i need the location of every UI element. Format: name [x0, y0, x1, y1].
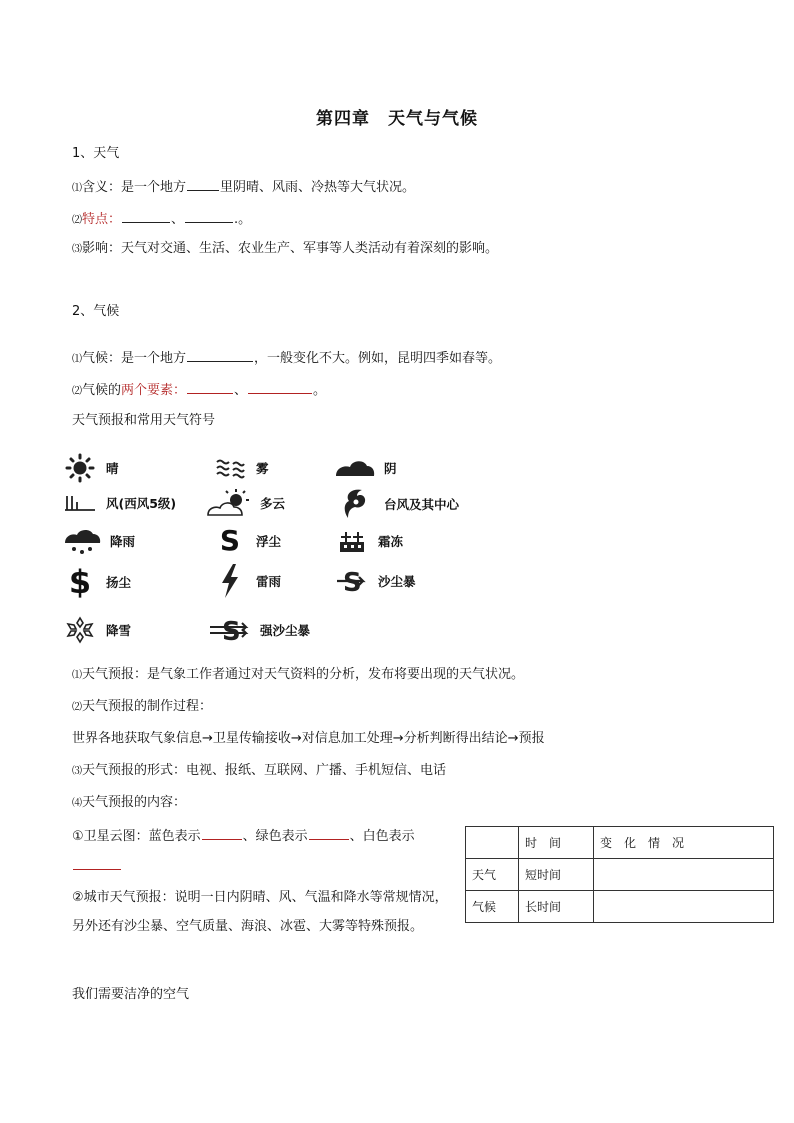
chapter-title: 第四章 天气与气候	[316, 109, 478, 129]
overcast-cloud-icon	[334, 453, 376, 483]
table-header-time: 时 间	[519, 827, 594, 859]
symbol-sunny: 晴	[62, 453, 119, 483]
symbol-cloudy: 多云	[206, 488, 285, 518]
table-row	[466, 891, 774, 923]
sandstorm-icon	[334, 566, 370, 596]
row-time-long: 长时间	[519, 891, 594, 923]
symbol-overcast: 阴	[334, 453, 397, 483]
blank-line	[187, 177, 219, 191]
weather-climate-table	[465, 826, 774, 923]
section-weather-heading: 1、天气	[72, 146, 120, 161]
symbol-frost: 霜冻	[334, 526, 403, 556]
blowing-dust-icon: $	[68, 563, 92, 601]
forecast-process-heading: ⑵天气预报的制作过程：	[72, 699, 213, 714]
symbol-sandstorm: S 沙尘暴	[334, 566, 416, 596]
forecast-heading: 天气预报和常用天气符号	[72, 413, 216, 428]
climate-definition: ⑴气候：是一个地方 ，一般变化不大。例如，昆明四季如春等。	[72, 348, 501, 369]
frost-icon	[334, 526, 370, 556]
forecast-content-heading: ⑷天气预报的内容：	[72, 795, 187, 810]
symbol-blowing-dust: $ 扬尘	[62, 563, 131, 601]
climate-elements: ⑵气候的两个要素： 、 。	[72, 380, 326, 401]
symbol-fog: 雾	[212, 453, 269, 483]
blank-line	[309, 826, 349, 840]
partly-cloudy-icon	[206, 488, 252, 518]
svg-text:S: S	[343, 568, 362, 596]
wind-barb-icon	[62, 488, 98, 518]
row-label-weather: 天气	[466, 859, 519, 891]
weather-definition: ⑴含义：是一个地方 里阴晴、风雨、冷热等大气状况。	[72, 177, 415, 198]
symbol-wind: 风(西风5级)	[62, 488, 176, 518]
lightning-icon	[212, 563, 248, 599]
symbol-floating-dust: S 浮尘	[212, 526, 281, 556]
blank-line	[202, 826, 242, 840]
symbol-rain: 降雨	[62, 526, 135, 556]
svg-text:S: S	[222, 617, 241, 645]
blank-line	[187, 348, 253, 362]
forecast-definition: ⑴天气预报：是气象工作者通过对天气资料的分析，发布将要出现的天气状况。	[72, 667, 525, 682]
table-cell-blank	[594, 859, 774, 891]
symbol-thunderstorm: 雷雨	[212, 563, 281, 599]
snowflake-icon	[62, 615, 98, 645]
table-cell-blank	[594, 891, 774, 923]
symbol-typhoon: 台风及其中心	[334, 487, 459, 521]
section-climate-heading: 2、气候	[72, 304, 120, 319]
table-row	[466, 859, 774, 891]
symbol-strong-sandstorm: S 强沙尘暴	[208, 615, 310, 645]
strong-sandstorm-icon	[208, 615, 252, 645]
blank-line	[185, 209, 233, 223]
blank-line	[122, 209, 170, 223]
table-header-row	[466, 827, 774, 859]
blank-line	[248, 380, 312, 394]
floating-dust-icon: S	[219, 524, 241, 557]
satellite-cloud-map: ①卫星云图：蓝色表示 、绿色表示 、白色表示	[72, 826, 415, 846]
sunny-icon	[62, 453, 98, 483]
weather-features: ⑵特点： 、 .。	[72, 209, 251, 230]
row-time-short: 短时间	[519, 859, 594, 891]
city-forecast-paragraph: ②城市天气预报：说明一日内阴晴、风、气温和降水等常规情况，另外还有沙尘暴、空气质量、海浪、冰雹、大雾等特殊预报。	[72, 890, 448, 934]
blank-line	[73, 856, 121, 870]
forecast-forms: ⑶天气预报的形式：电视、报纸、互联网、广播、手机短信、电话	[72, 763, 447, 778]
fog-icon	[212, 453, 248, 483]
weather-influence: ⑶影响：天气对交通、生活、农业生产、军事等人类活动有着深刻的影响。	[72, 241, 499, 256]
forecast-process-flow: 世界各地获取气象信息→卫星传输接收→对信息加工处理→分析判断得出结论→预报	[72, 731, 545, 746]
row-label-climate: 气候	[466, 891, 519, 923]
clean-air-heading: 我们需要洁净的空气	[72, 987, 190, 1002]
rain-icon	[62, 526, 102, 556]
blank-line	[187, 380, 233, 394]
symbol-snow: 降雪	[62, 615, 131, 645]
typhoon-icon	[334, 487, 376, 521]
table-cell-empty	[466, 827, 519, 859]
satellite-white-blank	[72, 856, 122, 876]
table-header-change: 变 化 情 况	[594, 827, 774, 859]
